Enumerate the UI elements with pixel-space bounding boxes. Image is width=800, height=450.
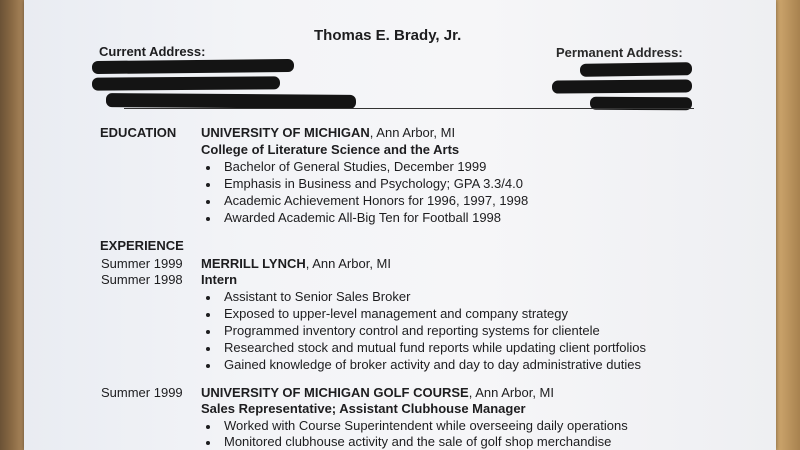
redacted-current-address-line3 [106, 93, 356, 109]
education-location: , Ann Arbor, MI [369, 125, 456, 140]
job2-title: Sales Representative; Assistant Clubhouse Manager [201, 401, 526, 416]
job2-location: , Ann Arbor, MI [468, 385, 554, 400]
job1-bullet-4: Researched stock and mutual fund reports while updating client portfolios [224, 340, 647, 355]
education-bullet-2: Emphasis in Business and Psychology; GPA 3.3/4.0 [224, 176, 523, 191]
bullet [206, 166, 210, 170]
job2-bullet-1: Worked with Course Superintendent while overseeing daily operations [224, 418, 628, 433]
job1-date-1: Summer 1999 [101, 256, 183, 271]
header-divider [124, 108, 694, 109]
bullet [206, 364, 210, 368]
job1-bullet-1: Assistant to Senior Sales Broker [224, 289, 411, 304]
education-bullet-1: Bachelor of General Studies, December 1999 [224, 159, 487, 174]
bullet [206, 425, 210, 429]
bullet [206, 217, 210, 221]
job1-bullet-5: Gained knowledge of broker activity and day to day administrative duties [224, 357, 641, 372]
education-heading: EDUCATION [100, 125, 177, 140]
job1-company: MERRILL LYNCH [201, 256, 306, 271]
job1-date-2: Summer 1998 [101, 272, 183, 287]
redacted-current-address-line1 [92, 59, 294, 74]
education-college: College of Literature Science and the Arts [201, 142, 460, 157]
job2-company: UNIVERSITY OF MICHIGAN GOLF COURSE [201, 385, 469, 400]
bullet [206, 441, 210, 445]
job1-title: Intern [201, 272, 238, 287]
job2-date-1: Summer 1999 [101, 385, 183, 400]
bullet [206, 183, 210, 187]
bullet [206, 347, 210, 351]
bullet [206, 330, 210, 334]
bullet [206, 200, 210, 204]
job1-bullet-3: Programmed inventory control and reporting systems for clientele [224, 323, 600, 338]
redacted-permanent-address-line1 [580, 62, 692, 77]
redacted-current-address-line2 [92, 76, 280, 90]
current-address-label: Current Address: [99, 44, 206, 59]
job2-company-line [201, 385, 554, 400]
education-bullet-3: Academic Achievement Honors for 1996, 1997, 1998 [224, 193, 529, 208]
resume-name: Thomas E. Brady, Jr. [314, 27, 462, 44]
redacted-permanent-address-line2 [552, 79, 692, 93]
experience-heading: EXPERIENCE [100, 238, 184, 253]
job2-bullet-2: Monitored clubhouse activity and the sale of golf shop merchandise [224, 434, 612, 449]
bullet [206, 313, 210, 317]
education-school-line [201, 125, 455, 140]
job1-bullet-2: Exposed to upper-level management and company strategy [224, 306, 568, 321]
bullet [206, 296, 210, 300]
job1-company-line [201, 256, 391, 271]
permanent-address-label: Permanent Address: [556, 45, 683, 60]
resume-page [24, 0, 776, 450]
job1-location: , Ann Arbor, MI [305, 256, 392, 271]
education-school: UNIVERSITY OF MICHIGAN [201, 125, 370, 140]
education-bullet-4: Awarded Academic All-Big Ten for Football 1998 [224, 210, 502, 225]
